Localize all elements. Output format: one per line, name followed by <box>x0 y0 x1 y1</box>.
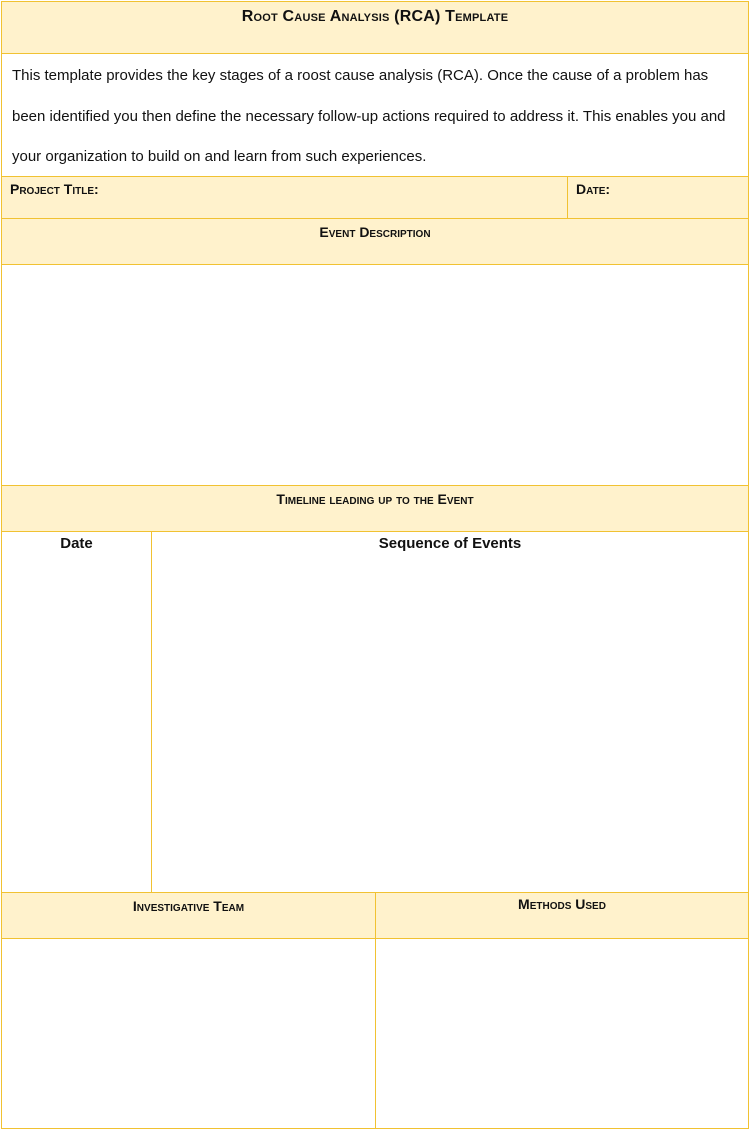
project-title-label: Project Title: <box>10 181 99 197</box>
event-description-header <box>1 218 749 265</box>
investigative-team-header <box>1 892 376 939</box>
date-label: Date: <box>576 181 611 197</box>
methods-used-header <box>375 892 749 939</box>
project-title-field[interactable] <box>1 176 568 219</box>
methods-used-heading: Methods Used <box>518 896 606 912</box>
timeline-heading: Timeline leading up to the Event <box>276 491 474 507</box>
intro-cell <box>1 53 749 177</box>
intro-text: This template provides the key stages of a roost cause analysis (RCA). Once the cause of a problem has been identified you then define the necessary follow-up actions required to address it. This enables you and your organization to build on and learn from such experiences. <box>12 67 726 165</box>
timeline-header <box>1 485 749 532</box>
event-description-heading: Event Description <box>319 224 431 240</box>
document-title-cell <box>1 1 749 54</box>
timeline-sequence-label: Sequence of Events <box>378 535 522 552</box>
timeline-date-label: Date <box>60 535 93 552</box>
investigative-team-area[interactable] <box>1 938 376 1129</box>
date-field[interactable] <box>567 176 749 219</box>
timeline-date-column[interactable] <box>1 531 152 893</box>
investigative-team-heading: Investigative Team <box>132 898 245 914</box>
document-title: Root Cause Analysis (RCA) Template <box>241 8 509 25</box>
event-description-area[interactable] <box>1 264 749 486</box>
methods-used-area[interactable] <box>375 938 749 1129</box>
timeline-sequence-column[interactable] <box>151 531 749 893</box>
